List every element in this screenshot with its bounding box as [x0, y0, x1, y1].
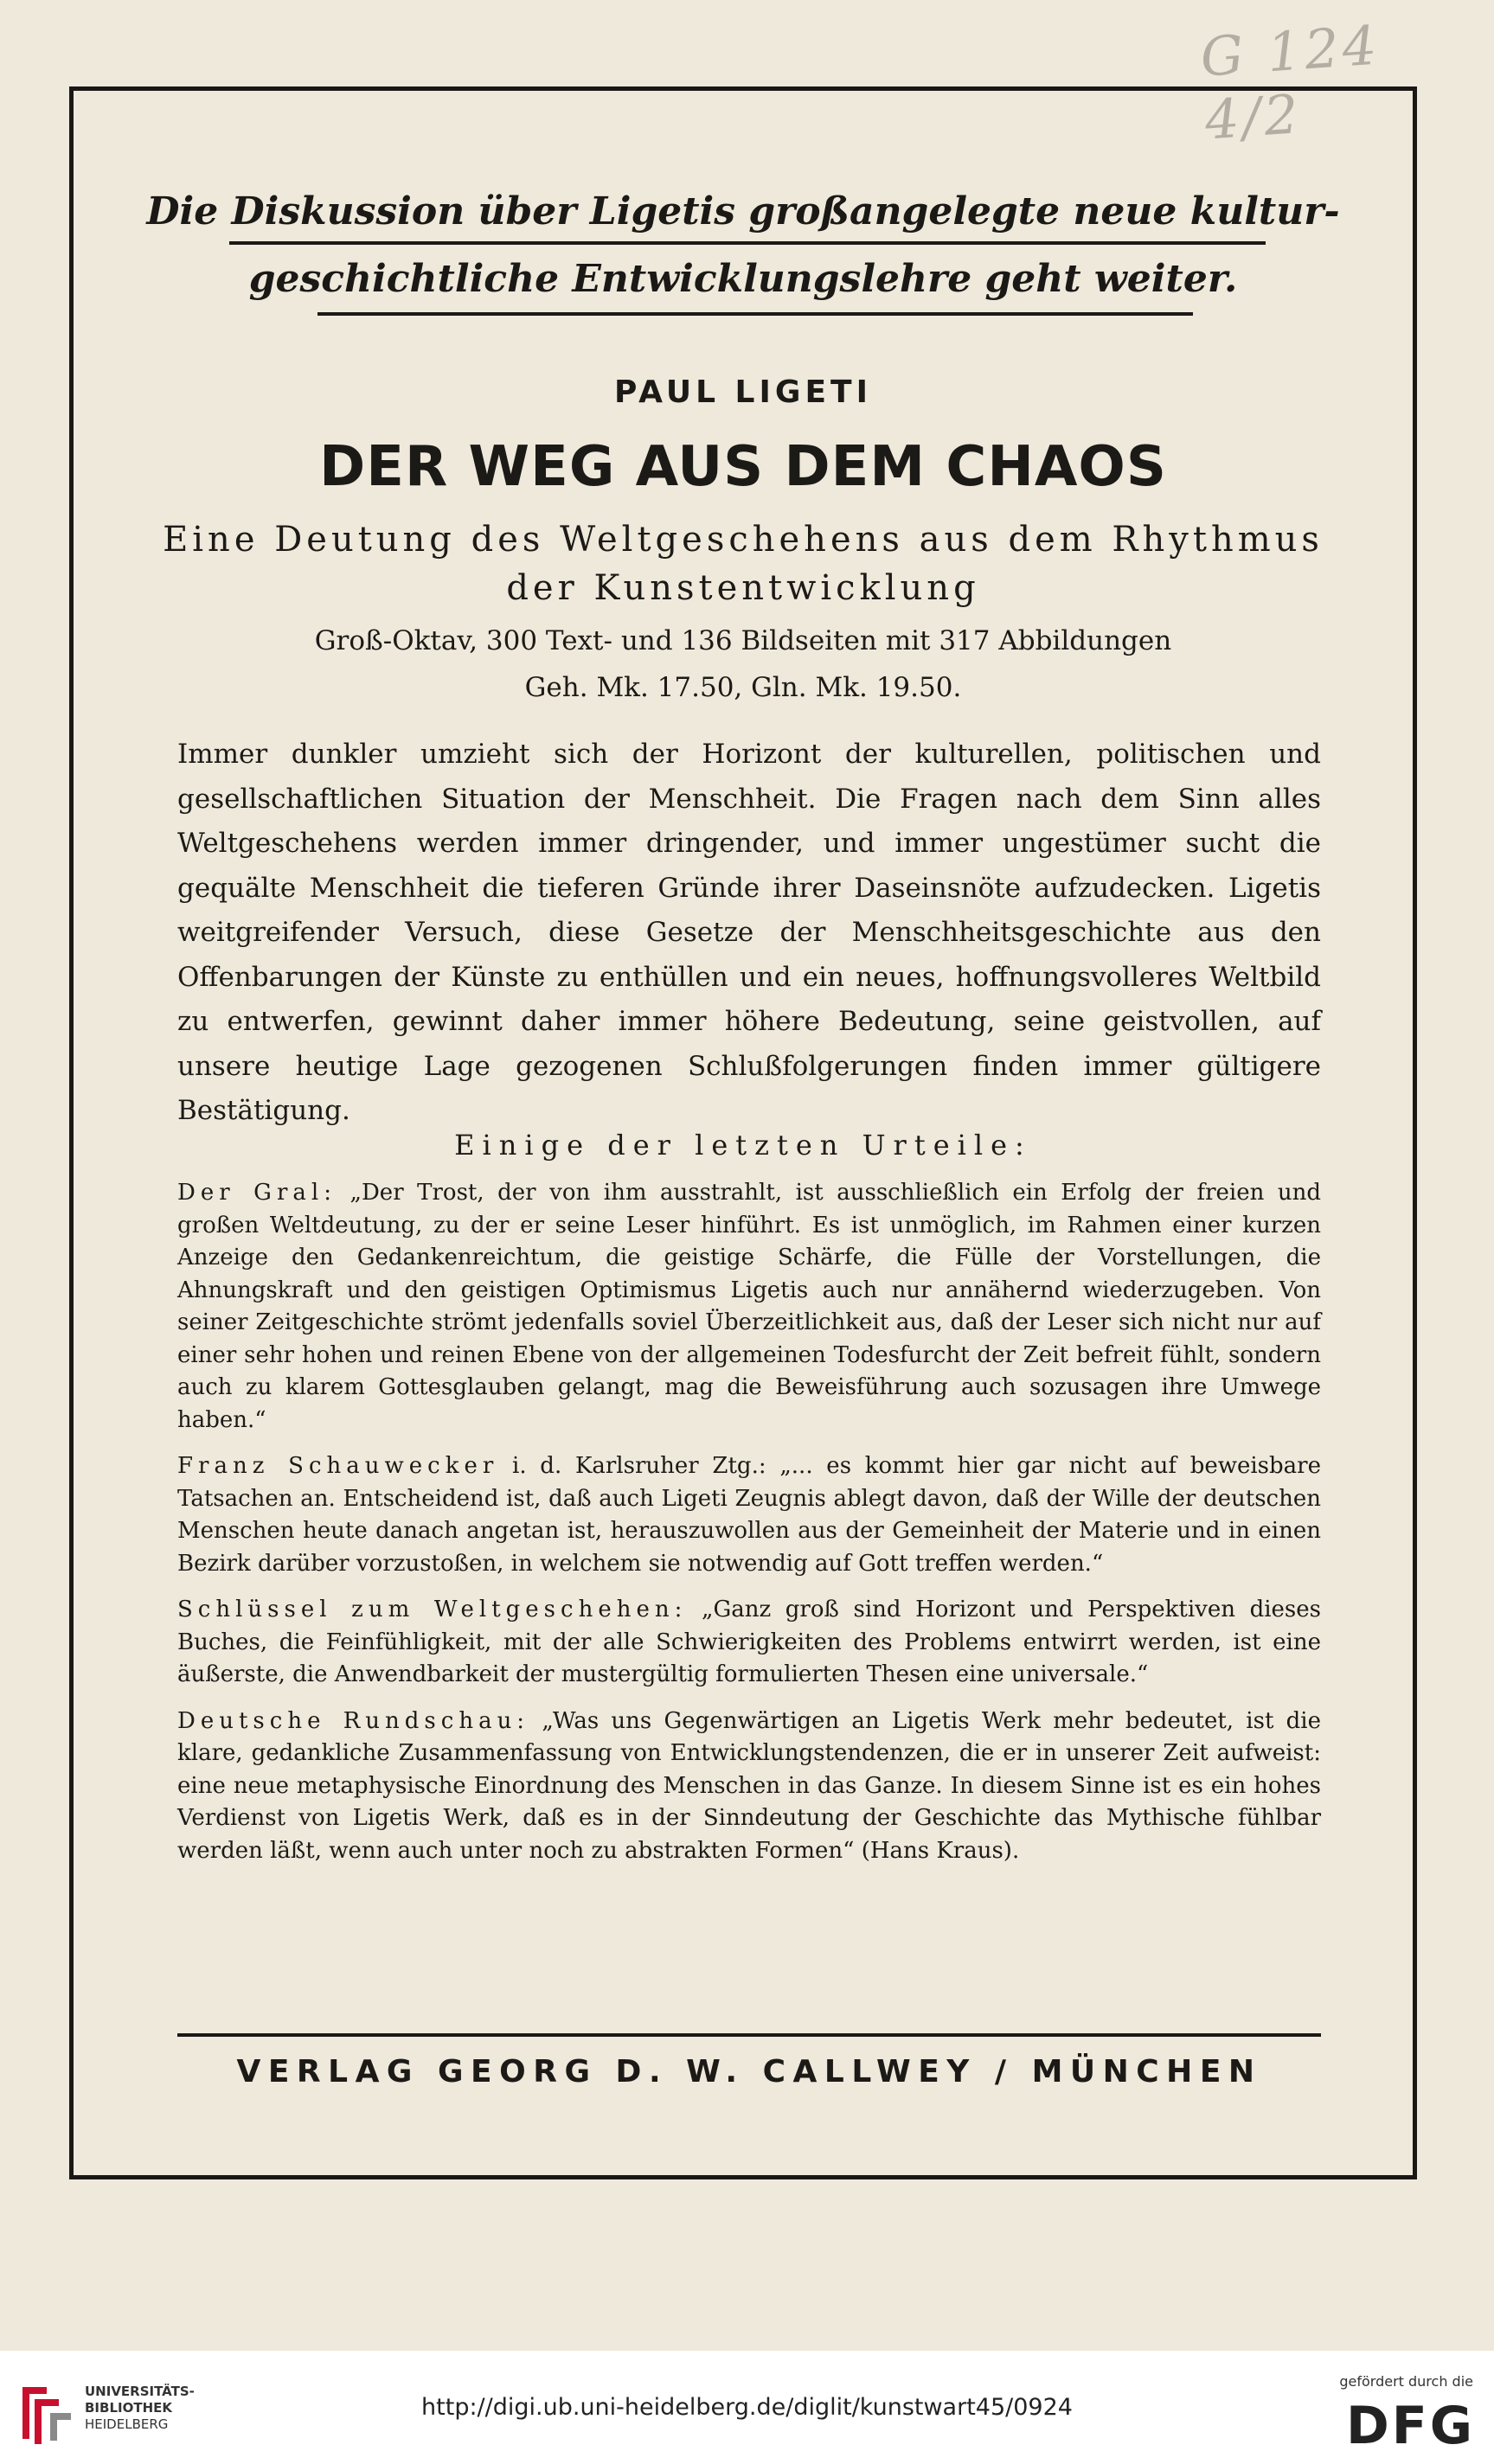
library-name-line-2: BIBLIOTHEK: [85, 2400, 172, 2416]
library-name-line-3: HEIDELBERG: [85, 2416, 169, 2432]
review-text: „Was uns Gegenwärtigen an Ligetis Werk mehr bedeutet, ist die klare, gedankliche Zusammenfassung von Entwicklungstendenzen, die er in unserer Zeit aufweist: eine neue metaphysische Einordnung des Menschen in das Ganze. In diesem Sinne ist es ein hohes Verdienst von Ligetis Werk, daß es in der Sinndeutung der Geschichte das Mythische fühlbar werden läßt, wenn auch unter noch zu abstrakten Formen“ (Hans Kraus).: [177, 1707, 1321, 1864]
book-price: Geh. Mk. 17.50, Gln. Mk. 19.50.: [524, 672, 962, 703]
review-deutsche-rundschau: [177, 1706, 1321, 1868]
viewer-footer: [0, 2351, 1494, 2464]
publisher-line: VERLAG GEORG D. W. CALLWEY / MÜNCHEN: [236, 2054, 1262, 2090]
review-text: „Ganz groß sind Horizont und Perspektiven dieses Buches, die Feinfühligkeit, mit der alle Schwierigkeiten des Problems entwirrt werden, ist eine äußerste, die Anwendbarkeit der mustergültig formulierten Thesen eine universale.“: [177, 1597, 1321, 1687]
headline-underline-1: [229, 241, 1266, 245]
book-title: DER WEG AUS DEM CHAOS: [319, 435, 1167, 499]
intro-paragraph: Immer dunkler umzieht sich der Horizont der kulturellen, politischen und gesellschaftlichen Situation der Menschheit. Die Fragen nach dem Sinn alles Weltgeschehens werden immer dringender, und immer ungestümer sucht die gequälte Menschheit die tieferen Gründe ihrer Daseinsnöte aufzudecken. Ligetis weitgreifender Versuch, diese Gesetze der Menschheitsgeschichte aus den Offenbarungen der Künste zu enthüllen und ein neues, hoffnungsvolleres Weltbild zu entwerfen, gewinnt daher immer höhere Bedeutung, seine geistvollen, auf unsere heutige Lage gezogenen Schlußfolgerungen finden immer gültigere Bestätigung.: [177, 739, 1321, 1126]
review-source: Schlüssel zum Weltgeschehen:: [177, 1597, 688, 1622]
book-format: Groß-Oktav, 300 Text- und 136 Bildseiten mit 317 Abbildungen: [314, 625, 1172, 656]
review-schluessel: [177, 1594, 1321, 1692]
review-source: Deutsche Rundschau:: [177, 1707, 530, 1734]
author-name: PAUL LIGETI: [614, 374, 872, 410]
publisher-rule: [177, 2033, 1321, 2037]
book-subtitle-line-2: der Kunstentwicklung: [506, 568, 980, 608]
funding-note: gefördert durch die: [1339, 2373, 1473, 2390]
permalink-url[interactable]: http://digi.ub.uni-heidelberg.de/diglit/kunstwart45/0924: [421, 2394, 1073, 2421]
dfg-logo: DFG: [1345, 2396, 1475, 2456]
review-der-gral: [177, 1177, 1321, 1437]
reviews-list: [177, 1177, 1321, 1881]
review-source: Der Gral:: [177, 1180, 337, 1206]
headline-line-1: Die Diskussion über Ligetis großangelegte neue kultur-: [146, 189, 1340, 234]
review-text: i. d. Karlsruher Ztg.: „... es kommt hier gar nicht auf beweisbare Tatsachen an. Entscheidend ist, daß auch Ligeti Zeugnis ablegt davon, daß der Wille der deutschen Menschen heute danach angetan ist, herauszuwollen aus der Gemeinheit der Materie und in einen Bezirk darüber vorzustoßen, in welchem sie notwendig auf Gott treffen werden.“: [177, 1453, 1321, 1577]
review-schauwecker: [177, 1450, 1321, 1580]
advertisement-frame: [69, 86, 1417, 2179]
book-subtitle-line-1: Eine Deutung des Weltgeschehens aus dem Rhythmus: [163, 520, 1324, 560]
headline-underline-2: [317, 312, 1193, 316]
review-text: „Der Trost, der von ihm ausstrahlt, ist ausschließlich ein Erfolg der freien und großen Weltdeutung, zu der er seine Leser hinführt. Es ist unmöglich, im Rahmen einer kurzen Anzeige den Gedankenreichtum, die geistige Schärfe, die Fülle der Vorstellungen, die Ahnungskraft und den geistigen Optimismus Ligetis auch nur annähernd wiederzugeben. Von seiner Zeitgeschichte strömt jedenfalls soviel Überzeitlichkeit aus, daß der Leser sich nicht nur auf einer sehr hohen und reinen Ebene von der allgemeinen Todesfurcht der Zeit befreit fühlt, sondern auch zu klarem Gottesglauben gelangt, mag die Beweisführung auch sozusagen ihre Umwege haben.“: [177, 1180, 1321, 1433]
handwritten-shelfmark: G 124 4/2: [1198, 13, 1382, 152]
reviews-heading: Einige der letzten Urteile:: [454, 1129, 1032, 1162]
library-name-line-1: UNIVERSITÄTS-: [85, 2384, 195, 2399]
headline-line-2: geschichtliche Entwicklungslehre geht weiter.: [248, 257, 1238, 301]
review-source: Franz Schauwecker: [177, 1453, 499, 1479]
